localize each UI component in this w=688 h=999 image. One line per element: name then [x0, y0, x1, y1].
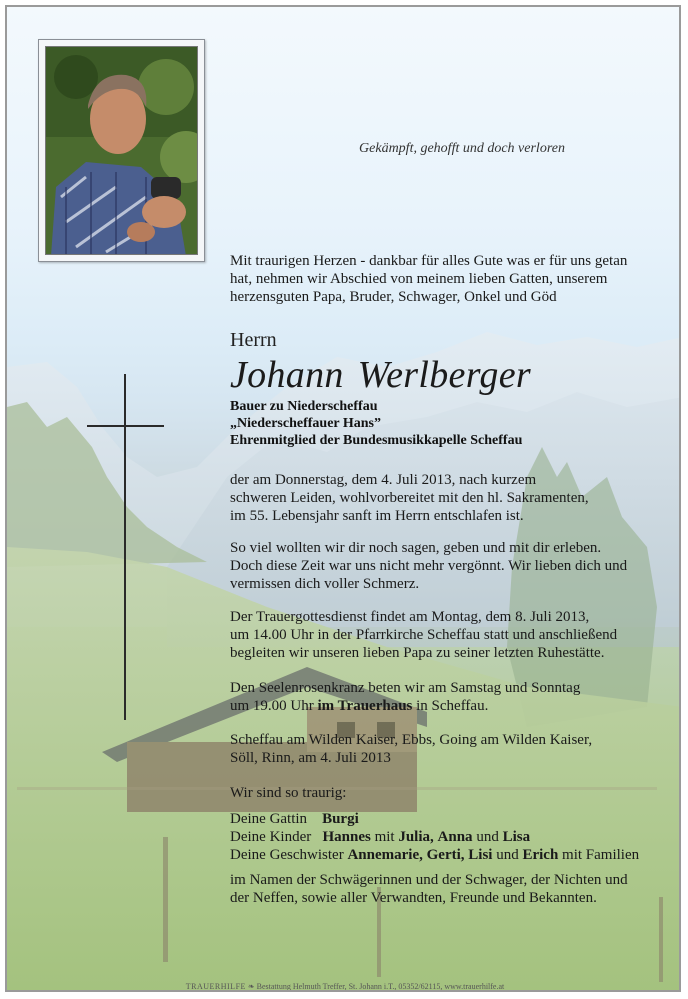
footer-logo-icon: ❧ — [247, 982, 255, 991]
death-line: im 55. Lebensjahr sanft im Herrn entschlafen ist. — [230, 508, 524, 524]
deceased-name — [230, 353, 531, 397]
wife-name: Burgi — [322, 811, 359, 827]
rosary-info — [230, 679, 580, 715]
siblings-names: Annemarie, Gerti, Lisi — [347, 847, 493, 863]
grandchild-name: Julia, — [398, 829, 434, 845]
service-line: um 14.00 Uhr in der Pfarrkirche Scheffau statt und anschließend — [230, 627, 618, 643]
parte-card — [5, 5, 681, 992]
family-siblings — [230, 846, 639, 864]
closing-line: der Neffen, sowie aller Verwandten, Freunde und Bekannten. — [230, 890, 597, 906]
grandchild-name: Anna — [437, 829, 473, 845]
portrait-image — [46, 47, 198, 255]
rosary-time: um 19.00 Uhr — [230, 698, 318, 714]
und-word: und — [476, 829, 499, 845]
portrait-frame — [38, 39, 205, 262]
intro-line: hat, nehmen wir Abschied von meinem lieben Gatten, unserem — [230, 271, 608, 287]
place-line: Scheffau am Wilden Kaiser, Ebbs, Going am Wilden Kaiser, — [230, 732, 593, 748]
sad-line: Wir sind so traurig: — [230, 785, 347, 801]
families-text: mit Familien — [562, 847, 640, 863]
title-line: Ehrenmitglied der Bundesmusikkapelle Scheffau — [230, 433, 523, 448]
farewell-text — [230, 539, 627, 593]
place-date — [230, 731, 592, 767]
intro-line: Mit traurigen Herzen - dankbar für alles Gute was er für uns getan — [230, 253, 628, 269]
siblings-label: Deine Geschwister — [230, 847, 344, 863]
mit-word: mit — [374, 829, 395, 845]
farewell-line: Doch diese Zeit war uns nicht mehr vergönnt. Wir lieben dich und — [230, 558, 628, 574]
rosary-place: in Scheffau. — [412, 698, 489, 714]
footer — [7, 982, 681, 991]
first-name: Johann — [230, 354, 344, 396]
portrait-photo — [45, 46, 198, 255]
grandchild-name: Lisa — [502, 829, 531, 845]
intro-line: herzensguten Papa, Bruder, Schwager, Onkel und Göd — [230, 289, 557, 305]
motto: Gekämpft, gehofft und doch verloren — [359, 141, 565, 156]
salutation: Herrn — [230, 329, 277, 351]
und-word: und — [496, 847, 519, 863]
cross-icon-horizontal — [87, 425, 164, 427]
service-line: begleiten wir unseren lieben Papa zu seiner letzten Ruhestätte. — [230, 645, 605, 661]
rosary-location: im Trauerhaus — [317, 698, 413, 714]
family-wife — [230, 810, 639, 828]
closing-text — [230, 871, 628, 907]
place-line: Söll, Rinn, am 4. Juli 2013 — [230, 750, 391, 766]
rosary-line — [230, 697, 580, 715]
last-name: Werlberger — [357, 354, 531, 396]
wife-label: Deine Gattin — [230, 811, 308, 827]
farewell-line: vermissen dich voller Schmerz. — [230, 576, 420, 592]
content-layer — [7, 7, 681, 992]
service-line: Der Trauergottesdienst findet am Montag, dem 8. Juli 2013, — [230, 609, 590, 625]
family-children — [230, 828, 639, 846]
footer-brand: TRAUERHILFE — [185, 982, 246, 991]
intro-text — [230, 252, 627, 306]
farewell-line: So viel wollten wir dir noch sagen, geben und mit dir erleben. — [230, 540, 602, 556]
closing-line: im Namen der Schwägerinnen und der Schwager, der Nichten und — [230, 872, 628, 888]
family-list — [230, 810, 639, 864]
deceased-titles — [230, 398, 522, 449]
sibling-name: Erich — [522, 847, 559, 863]
death-notice — [230, 471, 589, 525]
title-line: „Niederscheffauer Hans” — [230, 416, 381, 431]
child-name: Hannes — [322, 829, 371, 845]
children-label: Deine Kinder — [230, 829, 312, 845]
funeral-service — [230, 608, 617, 662]
rosary-line: Den Seelenrosenkranz beten wir am Samstag und Sonntag — [230, 680, 581, 696]
title-line: Bauer zu Niederscheffau — [230, 399, 378, 414]
death-line: schweren Leiden, wohlvorbereitet mit den hl. Sakramenten, — [230, 490, 589, 506]
footer-info: Bestattung Helmuth Treffer, St. Johann i.T., 05352/62115, www.trauerhilfe.at — [256, 982, 505, 991]
death-line: der am Donnerstag, dem 4. Juli 2013, nach kurzem — [230, 472, 537, 488]
